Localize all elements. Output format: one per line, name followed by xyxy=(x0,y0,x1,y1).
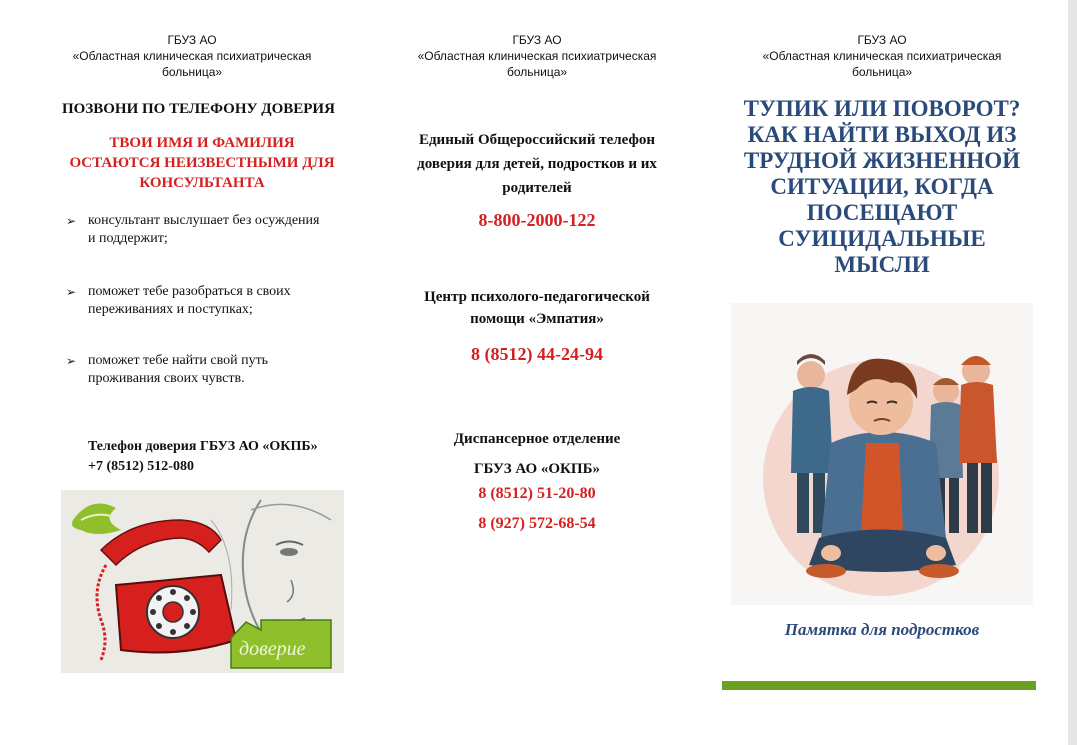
empathy-center-block xyxy=(377,286,697,330)
hotline-number: +7 (8512) 512-080 xyxy=(88,459,194,474)
col3-header-line2: «Областная клиническая психиатрическая xyxy=(762,49,1002,63)
arrow-bullet-icon: ➢ xyxy=(66,214,77,228)
drawing-caption: доверие xyxy=(239,638,306,660)
block3-phone2: 8 (927) 572-68-54 xyxy=(478,515,596,532)
block3-phone1: 8 (8512) 51-20-80 xyxy=(478,485,596,502)
col1-header-line2: «Областная клиническая психиатрическая xyxy=(72,49,312,63)
title-line: СИТУАЦИИ, КОГДА xyxy=(770,174,994,199)
anonymity-line3: КОНСУЛЬТАНТА xyxy=(139,175,265,191)
page-edge xyxy=(1068,0,1077,745)
dispensary-block xyxy=(377,424,697,484)
col3-header-line1: ГБУЗ АО xyxy=(857,33,907,47)
col2-header-line1: ГБУЗ АО xyxy=(512,33,562,47)
block1-line2: доверия для детей, подростков и их xyxy=(417,156,657,172)
green-divider-bar xyxy=(722,681,1036,690)
background-boy-head-icon xyxy=(797,361,825,389)
telephone-drawing-image xyxy=(61,490,344,673)
block2-line1: Центр психолого-педагогической xyxy=(424,289,650,305)
block1-phone: 8-800-2000-122 xyxy=(478,210,596,230)
col2-header-line2: «Областная клиническая психиатрическая xyxy=(417,49,657,63)
anonymity-line1: ТВОИ ИМЯ И ФАМИЛИЯ xyxy=(109,135,295,151)
anonymity-line2: ОСТАЮТСЯ НЕИЗВЕСТНЫМИ ДЛЯ xyxy=(69,155,335,171)
hotline-block xyxy=(88,437,318,477)
col2-header xyxy=(387,32,687,80)
bullet-text-line2: переживаниях и поступках; xyxy=(88,302,253,317)
list-item xyxy=(66,352,356,388)
bullet-text-line1: консультант выслушает без осуждения xyxy=(88,213,320,228)
anonymity-notice xyxy=(52,133,352,193)
col1-heading: ПОЗВОНИ ПО ТЕЛЕФОНУ ДОВЕРИЯ xyxy=(62,101,335,117)
col2-header-line3: больница» xyxy=(506,65,568,79)
list-item xyxy=(66,283,356,319)
bullet-text-line1: поможет тебе разобраться в своих xyxy=(88,284,291,299)
block1-line3: родителей xyxy=(502,180,572,196)
arrow-bullet-icon: ➢ xyxy=(66,354,77,368)
title-line: МЫСЛИ xyxy=(834,252,930,277)
title-line: ТРУДНОЙ ЖИЗНЕННОЙ xyxy=(743,148,1021,173)
title-line: КАК НАЙТИ ВЫХОД ИЗ xyxy=(747,122,1017,147)
col3-header xyxy=(732,32,1032,80)
brochure-subtitle: Памятка для подростков xyxy=(784,620,980,639)
block2-phone: 8 (8512) 44-24-94 xyxy=(471,344,603,364)
all-russian-hotline-block xyxy=(377,128,697,200)
title-line: СУИЦИДАЛЬНЫЕ xyxy=(778,226,986,251)
title-line: ПОСЕЩАЮТ xyxy=(806,200,958,225)
bullet-text-line2: проживания своих чувств. xyxy=(88,371,245,386)
hotline-label: Телефон доверия ГБУЗ АО «ОКПБ» xyxy=(88,439,318,454)
sad-teen-illustration xyxy=(731,303,1033,605)
col1-header xyxy=(42,32,342,80)
bullet-text-line2: и поддержит; xyxy=(88,231,168,246)
block3-line1: Диспансерное отделение xyxy=(453,431,621,447)
brochure-title xyxy=(722,96,1042,278)
arrow-bullet-icon: ➢ xyxy=(66,285,77,299)
list-item xyxy=(66,212,356,248)
block1-line1: Единый Общероссийский телефон xyxy=(418,132,656,148)
col1-header-line1: ГБУЗ АО xyxy=(167,33,217,47)
teen-illustration-art xyxy=(731,303,1033,605)
bullet-text-line1: поможет тебе найти свой путь xyxy=(88,353,269,368)
title-line: ТУПИК ИЛИ ПОВОРОТ? xyxy=(743,96,1021,121)
col3-header-line3: больница» xyxy=(851,65,913,79)
block2-line2: помощи «Эмпатия» xyxy=(470,311,604,327)
block3-line2: ГБУЗ АО «ОКПБ» xyxy=(473,461,601,477)
col1-header-line3: больница» xyxy=(161,65,223,79)
